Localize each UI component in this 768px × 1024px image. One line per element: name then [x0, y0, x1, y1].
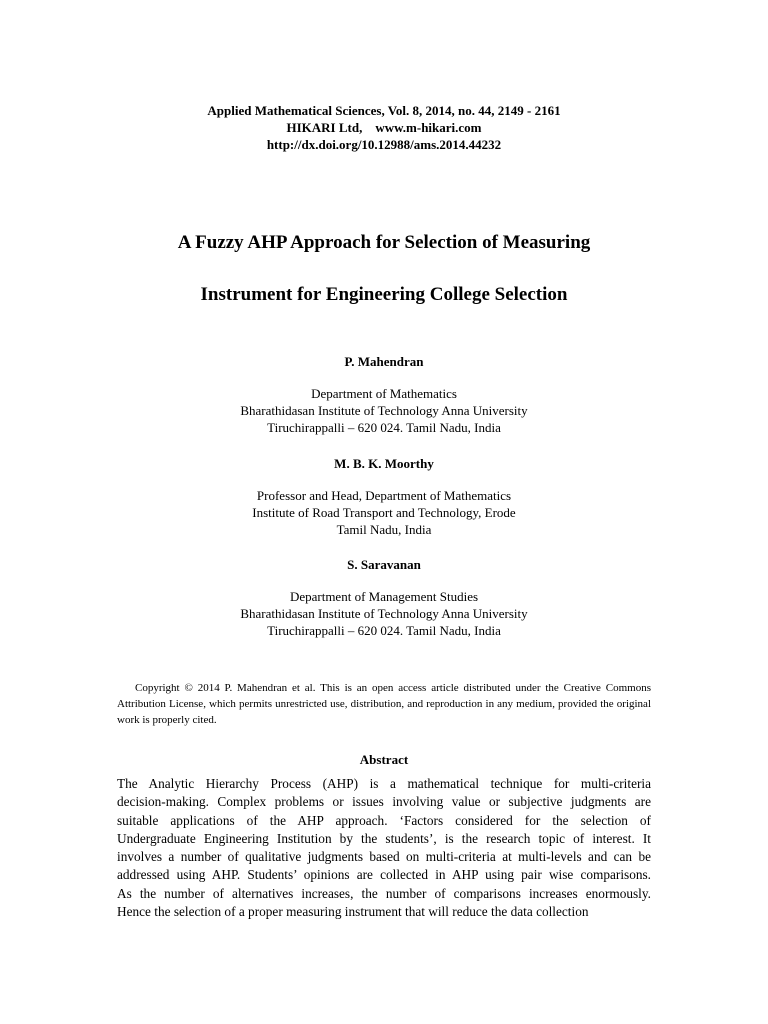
- author-name: P. Mahendran: [344, 354, 424, 369]
- abstract-line: decision-making. Complex problems or issues involving value or subjective judgments are: [117, 794, 651, 810]
- abstract-line: Hence the selection of a proper measuring instrument that will reduce the data collection: [117, 904, 589, 920]
- author-name: S. Saravanan: [347, 557, 421, 572]
- author-block: [0, 556, 768, 639]
- affiliation-line: Department of Mathematics: [311, 386, 457, 401]
- abstract-line: Undergraduate Engineering Institution by the students’, is the research topic of interest. It: [117, 830, 651, 846]
- affiliation-line: Bharathidasan Institute of Technology Anna University: [240, 403, 528, 418]
- abstract-line: The Analytic Hierarchy Process (AHP) is a mathematical technique for multi-criteria: [117, 776, 651, 791]
- publisher-line: HIKARI Ltd, www.m-hikari.com: [286, 120, 482, 135]
- title-line: Instrument for Engineering College Selection: [200, 284, 568, 305]
- author-block: [0, 353, 768, 436]
- abstract-heading: Abstract: [359, 752, 409, 767]
- abstract-line: As the number of alternatives increases, the number of comparisons increases enormously.: [117, 885, 651, 901]
- abstract-body: [117, 775, 651, 921]
- abstract-line: involves a number of qualitative judgments based on multi-criteria at multi-levels and can be: [117, 849, 651, 865]
- title-line: A Fuzzy AHP Approach for Selection of Measuring: [177, 232, 591, 253]
- journal-citation: Applied Mathematical Sciences, Vol. 8, 2014, no. 44, 2149 - 2161: [207, 103, 561, 118]
- copyright-notice: Copyright © 2014 P. Mahendran et al. This is an open access article distributed under the Creative Commons Attribution License, which permits unrestricted use, distribution, and reproduction in any medium, provided the original work is properly cited.: [117, 682, 651, 726]
- abstract-line: suitable applications of the AHP approach. ‘Factors considered for the selection of: [117, 812, 651, 828]
- affiliation-line: Tiruchirappalli – 620 024. Tamil Nadu, India: [267, 420, 501, 435]
- author-name: M. B. K. Moorthy: [334, 456, 434, 471]
- affiliation-line: Tamil Nadu, India: [336, 522, 432, 537]
- affiliation-line: Department of Management Studies: [289, 589, 479, 604]
- doi-link[interactable]: http://dx.doi.org/10.12988/ams.2014.44232: [266, 137, 502, 152]
- author-block: [0, 455, 768, 538]
- abstract-line: addressed using AHP. Students’ opinions are collected in AHP using pair wise comparisons.: [117, 867, 651, 883]
- affiliation-line: Bharathidasan Institute of Technology Anna University: [240, 606, 528, 621]
- journal-header: [0, 102, 768, 153]
- affiliation-line: Professor and Head, Department of Mathematics: [256, 488, 512, 503]
- affiliation-line: Tiruchirappalli – 620 024. Tamil Nadu, India: [267, 623, 501, 638]
- paper-title: [0, 230, 768, 334]
- affiliation-line: Institute of Road Transport and Technology, Erode: [252, 505, 516, 520]
